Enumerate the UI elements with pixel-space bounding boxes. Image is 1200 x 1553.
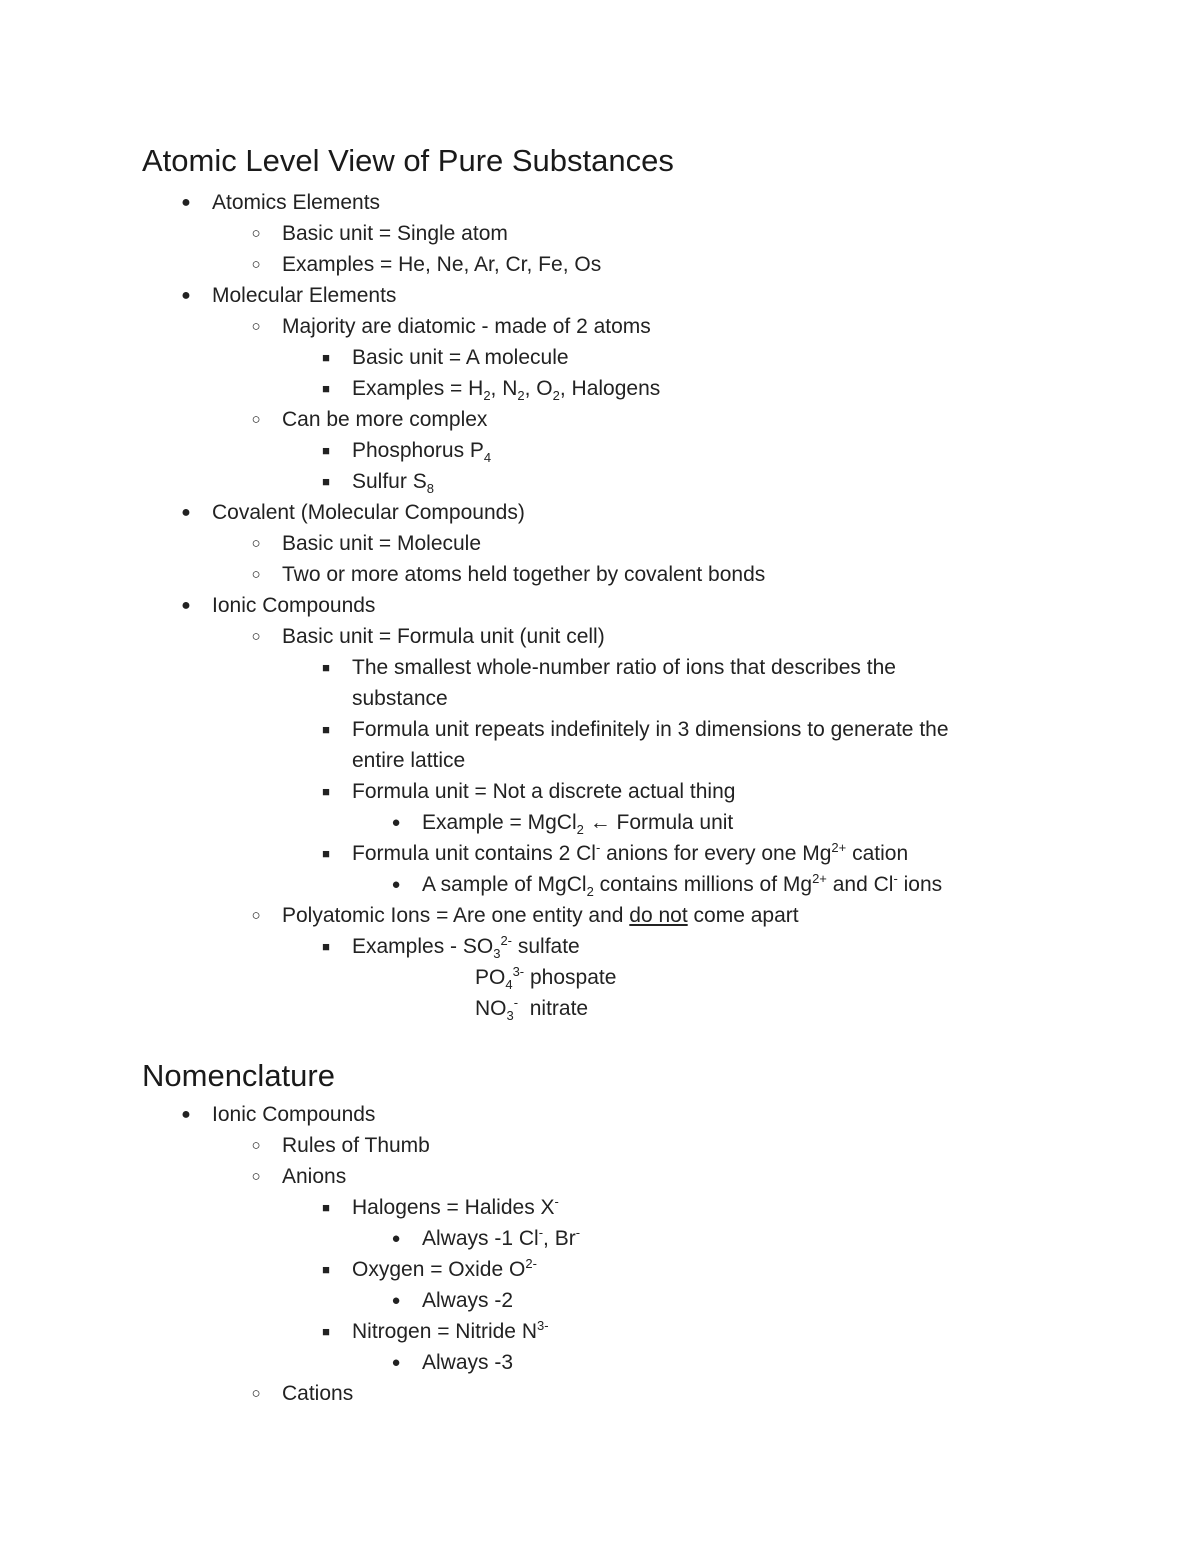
bullet-icon: ● [181,194,191,211]
list-item: ● Ionic Compounds [212,590,375,621]
bullet-icon: ● [181,504,191,521]
circle-bullet-icon: ○ [251,1137,261,1154]
list-item: ■ Formula unit repeats indefinitely in 3 dimensions to generate the [352,714,949,745]
list-item: ■ The smallest whole-number ratio of ions that describes the [352,652,896,683]
list-item: ● Ionic Compounds [212,1099,375,1130]
list-item: ○ Can be more complex [282,404,487,435]
bullet-icon: ● [181,287,191,304]
bullet-icon: ● [391,814,401,831]
square-bullet-icon: ■ [322,474,330,489]
list-item: ● Always -2 [422,1285,513,1316]
circle-bullet-icon: ○ [251,256,261,273]
bullet-icon: ● [181,1106,191,1123]
list-item-continuation: substance [352,687,448,710]
list-item-continuation: $PO_4^{3-}$ phospate [475,964,617,993]
list-item: ○ Anions [282,1161,346,1192]
list-item: ■ Sulfur $S_8$ [352,466,434,497]
bullet-icon: ● [181,597,191,614]
circle-bullet-icon: ○ [251,566,261,583]
list-item: ○ Cations [282,1378,353,1409]
list-item: ■ Examples - $SO_3^{2-}$ sulfate [352,931,580,962]
list-item: ■ Formula unit = Not a discrete actual thing [352,776,735,807]
circle-bullet-icon: ○ [251,225,261,242]
bullet-icon: ● [391,876,401,893]
list-item: ■ Formula unit contains 2 Cl- anions for every one $Mg^{2+}$ cation [352,838,908,869]
square-bullet-icon: ■ [322,1200,330,1215]
list-item: ■ Examples = $H_2$, $N_2$, $O_2$, Halogens [352,373,660,404]
circle-bullet-icon: ○ [251,411,261,428]
list-item: ● A sample of MgCl$_2$ contains millions of $Mg^{2+}$ and Cl- ions [422,869,942,900]
square-bullet-icon: ■ [322,722,330,737]
circle-bullet-icon: ○ [251,1385,261,1402]
list-item: ■ Nitrogen = Nitride $N^{3-}$ [352,1316,549,1347]
square-bullet-icon: ■ [322,784,330,799]
list-item: ● Covalent (Molecular Compounds) [212,497,525,528]
list-item: ○ Basic unit = Single atom [282,218,508,249]
list-item: ■ Basic unit = A molecule [352,342,569,373]
list-item: ■ Phosphorus $P_4$ [352,435,491,466]
bullet-icon: ● [391,1230,401,1247]
list-item: ■ Halogens = Halides X- [352,1192,559,1223]
section-title-atomic-level: Atomic Level View of Pure Substances [142,143,674,178]
list-item: ● Always -3 [422,1347,513,1378]
list-item: ● Molecular Elements [212,280,396,311]
list-item: ■ Oxygen = Oxide $O^{2-}$ [352,1254,537,1285]
square-bullet-icon: ■ [322,1262,330,1277]
circle-bullet-icon: ○ [251,628,261,645]
square-bullet-icon: ■ [322,846,330,861]
list-item: ● Atomics Elements [212,187,380,218]
circle-bullet-icon: ○ [251,318,261,335]
square-bullet-icon: ■ [322,1324,330,1339]
list-item: ○ Polyatomic Ions = Are one entity and do not come apart [282,900,799,931]
list-item: ○ Basic unit = Molecule [282,528,481,559]
list-item: ○ Examples = He, Ne, Ar, Cr, Fe, Os [282,249,601,280]
bullet-icon: ● [391,1354,401,1371]
underlined-text: do not [629,904,688,927]
list-item: ○ Two or more atoms held together by covalent bonds [282,559,765,590]
circle-bullet-icon: ○ [251,535,261,552]
circle-bullet-icon: ○ [251,907,261,924]
list-item: ○ Majority are diatomic - made of 2 atoms [282,311,651,342]
list-item-continuation: entire lattice [352,749,466,772]
list-item-continuation: $NO_3^-$ nitrate [475,995,589,1024]
square-bullet-icon: ■ [322,443,330,458]
square-bullet-icon: ■ [322,381,330,396]
list-item: ● Example = MgCl$_2$ ← Formula unit [422,807,733,838]
square-bullet-icon: ■ [322,660,330,675]
list-item: ● Always -1 Cl-, Br- [422,1223,580,1254]
square-bullet-icon: ■ [322,350,330,365]
list-item: ○ Basic unit = Formula unit (unit cell) [282,621,605,652]
square-bullet-icon: ■ [322,939,330,954]
list-item: ○ Rules of Thumb [282,1130,430,1161]
circle-bullet-icon: ○ [251,1168,261,1185]
section-title-nomenclature: Nomenclature [142,1058,335,1093]
bullet-icon: ● [391,1292,401,1309]
